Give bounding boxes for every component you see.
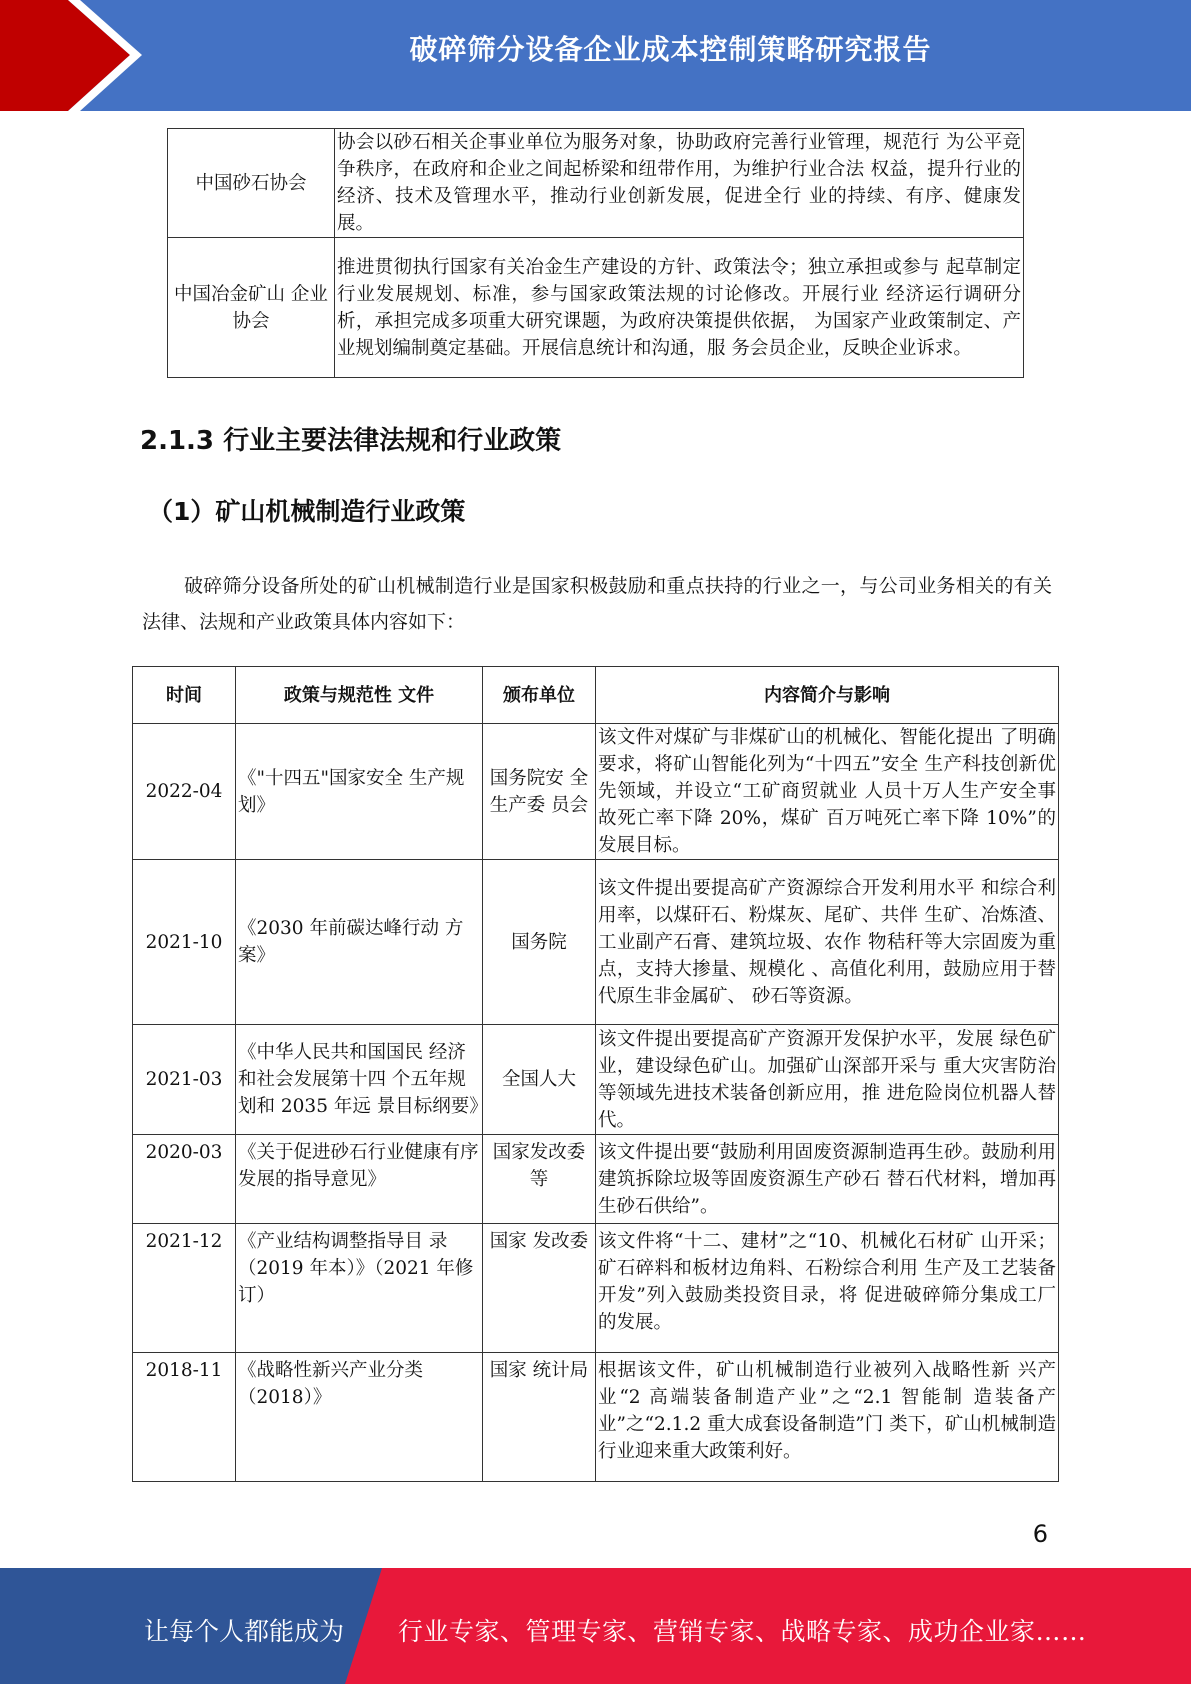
table-row <box>133 1135 1059 1224</box>
row-issuer: 国家 统计局 <box>483 1353 596 1482</box>
page-footer <box>0 1568 1191 1684</box>
association-desc: 协会以砂石相关企事业单位为服务对象，协助政府完善行业管理，规范行 为公平竞争秩序，在政府和企业之间起桥梁和纽带作用，为维护行业合法 权益，提升行业的经济、技术及管理水平，推动行业创新发展，促进全行 业的持续、有序、健康发展。 <box>335 129 1024 238</box>
row-time: 2021-03 <box>133 1025 236 1135</box>
row-content: 该文件提出要提高矿产资源综合开发利用水平 和综合利用率，以煤矸石、粉煤灰、尾矿、共伴 生矿、冶炼渣、工业副产石膏、建筑垃圾、农作 物秸秆等大宗固废为重点，支持大掺量、规模化 、高值化利用，鼓励应用于替代原生非金属矿、 砂石等资源。 <box>596 860 1059 1025</box>
row-content: 根据该文件，矿山机械制造行业被列入战略性新 兴产业“2 高端装备制造产业”之“2.1 智能制 造装备产业”之“2.1.2 重大成套设备制造”门 类下，矿山机械制造行业迎来重大政策利好。 <box>596 1353 1059 1482</box>
page-number: 6 <box>1032 1520 1048 1548</box>
table-row <box>133 1353 1059 1482</box>
row-issuer: 国务院安 全生产委 员会 <box>483 724 596 860</box>
association-name: 中国砂石协会 <box>168 129 335 238</box>
table-row <box>133 860 1059 1025</box>
association-desc: 推进贯彻执行国家有关冶金生产建设的方针、政策法令；独立承担或参与 起草制定行业发展规划、标准，参与国家政策法规的讨论修改。开展行业 经济运行调研分析，承担完成多项重大研究课题，为政府决策提供依据， 为国家产业政策制定、产业规划编制奠定基础。开展信息统计和沟通，服 务会员企业，反映企业诉求。 <box>335 238 1024 378</box>
row-doc: 《战略性新兴产业分类（2018）》 <box>236 1353 483 1482</box>
row-doc: 《产业结构调整指导目 录（2019 年本）》（2021 年修订） <box>236 1224 483 1353</box>
footer-slogan-left: 让每个人都能成为 <box>144 1617 345 1646</box>
table-row <box>133 1224 1059 1353</box>
row-time: 2021-12 <box>133 1224 236 1353</box>
table-row <box>168 129 1024 238</box>
row-time: 2021-10 <box>133 860 236 1025</box>
association-table <box>167 128 1024 378</box>
subsection-heading: （1）矿山机械制造行业政策 <box>148 497 466 526</box>
section-heading: 2.1.3 行业主要法律法规和行业政策 <box>140 426 562 456</box>
page-header <box>0 0 1191 111</box>
row-issuer: 国务院 <box>483 860 596 1025</box>
row-content: 该文件提出要提高矿产资源开发保护水平，发展 绿色矿业，建设绿色矿山。加强矿山深部开采与 重大灾害防治等领域先进技术装备创新应用，推 进危险岗位机器人替代。 <box>596 1025 1059 1135</box>
header-arrow-decoration <box>0 0 150 111</box>
row-doc: 《关于促进砂石行业健康有序发展的指导意见》 <box>236 1135 483 1224</box>
policy-table <box>132 666 1059 1482</box>
footer-slogan-right: 行业专家、管理专家、营销专家、战略专家、成功企业家…… <box>398 1617 1087 1646</box>
row-doc: 《2030 年前碳达峰行动 方案》 <box>236 860 483 1025</box>
header-time: 时间 <box>133 667 236 724</box>
row-content: 该文件对煤矿与非煤矿山的机械化、智能化提出 了明确要求，将矿山智能化列为“十四五”安全 生产科技创新优先领域，并设立“工矿商贸就业 人员十万人生产安全事故死亡率下降 20%，煤矿 百万吨死亡率下降 10%”的发展目标。 <box>596 724 1059 860</box>
row-content: 该文件提出要“鼓励利用固废资源制造再生砂。鼓励利用建筑拆除垃圾等固废资源生产砂石 替石代材料，增加再生砂石供给”。 <box>596 1135 1059 1224</box>
row-doc: 《"十四五"国家安全 生产规划》 <box>236 724 483 860</box>
association-name: 中国冶金矿山 企业协会 <box>168 238 335 378</box>
header-content: 内容简介与影响 <box>596 667 1059 724</box>
row-time: 2022-04 <box>133 724 236 860</box>
row-issuer: 国家发改委等 <box>483 1135 596 1224</box>
table-header-row <box>133 667 1059 724</box>
row-issuer: 国家 发改委 <box>483 1224 596 1353</box>
intro-paragraph: 破碎筛分设备所处的矿山机械制造行业是国家积极鼓励和重点扶持的行业之一，与公司业务相关的有关法律、法规和产业政策具体内容如下： <box>142 575 1052 633</box>
table-row <box>133 724 1059 860</box>
row-content: 该文件将“十二、建材”之“10、机械化石材矿 山开采；矿石碎料和板材边角料、石粉综合利用 生产及工艺装备开发”列入鼓励类投资目录，将 促进破碎筛分集成工厂的发展。 <box>596 1224 1059 1353</box>
row-time: 2020-03 <box>133 1135 236 1224</box>
table-row <box>133 1025 1059 1135</box>
header-issuer: 颁布单位 <box>483 667 596 724</box>
row-issuer: 全国人大 <box>483 1025 596 1135</box>
row-time: 2018-11 <box>133 1353 236 1482</box>
row-doc: 《中华人民共和国国民 经济和社会发展第十四 个五年规划和 2035 年远 景目标纲要》 <box>236 1025 483 1135</box>
table-row <box>168 238 1024 378</box>
header-doc: 政策与规范性 文件 <box>236 667 483 724</box>
report-title: 破碎筛分设备企业成本控制策略研究报告 <box>409 33 932 66</box>
